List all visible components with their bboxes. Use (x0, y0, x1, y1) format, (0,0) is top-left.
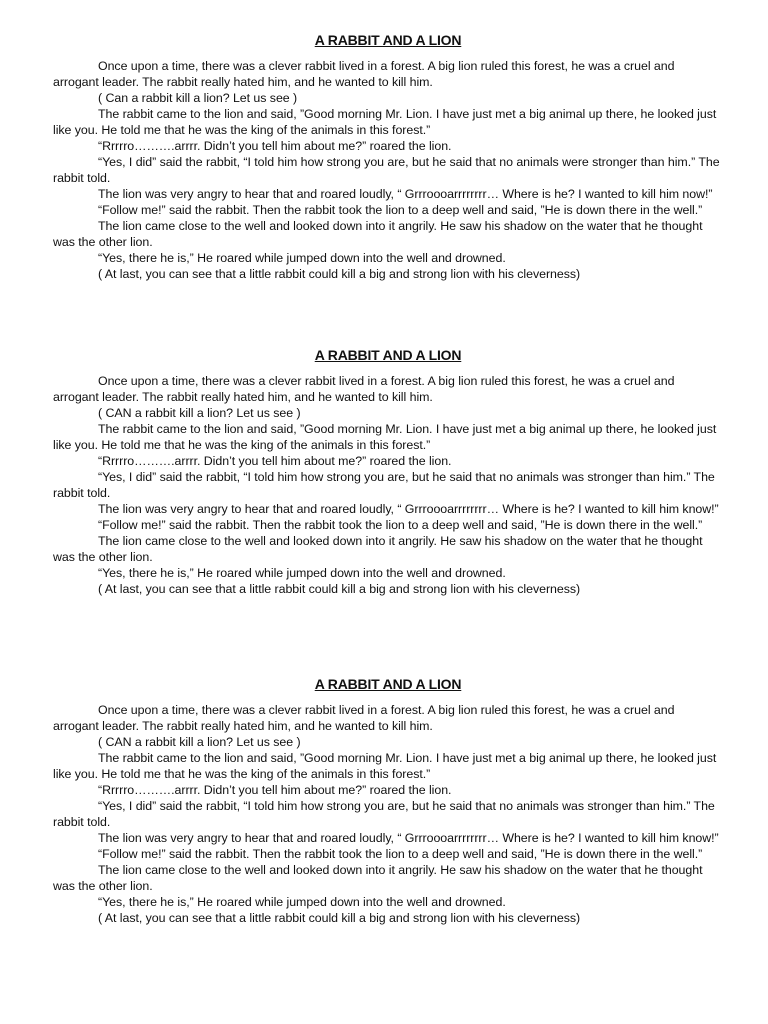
story-paragraph: Once upon a time, there was a clever rabbit lived in a forest. A big lion ruled this forest, he was a cruel and arrogant leader. The rabbit really hated him, and he wanted to kill him. (53, 703, 675, 733)
story-paragraph: The lion was very angry to hear that and roared loudly, “ Grrroooarrrrrrrr… Where is he? I wanted to kill him know!” (98, 502, 719, 516)
story-paragraph: The rabbit came to the lion and said, ”Good morning Mr. Lion. I have just met a big animal up there, he looked just like you. He told me that he was the king of the animals in this forest.” (53, 751, 717, 781)
story-title: A RABBIT AND A LION (314, 676, 462, 692)
story-section-2 (53, 346, 723, 597)
story-paragraph: “Yes, there he is,” He roared while jumped down into the well and drowned. (98, 566, 506, 580)
story-paragraph: ( At last, you can see that a little rabbit could kill a big and strong lion with his cleverness) (98, 911, 581, 925)
story-paragraph: The lion came close to the well and looked down into it angrily. He saw his shadow on the water that he thought was the other lion. (53, 863, 703, 893)
story-paragraph: “Yes, there he is,” He roared while jumped down into the well and drowned. (98, 895, 506, 909)
story-paragraph: “Yes, I did” said the rabbit, “I told him how strong you are, but he said that no animals was stronger than him.” The rabbit told. (53, 470, 715, 500)
story-paragraph: “Follow me!” said the rabbit. Then the rabbit took the lion to a deep well and said, ”He is down there in the well.” (98, 518, 703, 532)
story-paragraph: The rabbit came to the lion and said, ”Good morning Mr. Lion. I have just met a big animal up there, he looked just like you. He told me that he was the king of the animals in this forest.” (53, 107, 717, 137)
story-paragraph: ( At last, you can see that a little rabbit could kill a big and strong lion with his cleverness) (98, 267, 581, 281)
story-paragraph: “Rrrrro……….arrrr. Didn’t you tell him about me?” roared the lion. (98, 783, 452, 797)
story-paragraph: The lion was very angry to hear that and roared loudly, “ Grrroooarrrrrrrr… Where is he? I wanted to kill him know!” (98, 831, 719, 845)
story-paragraph: ( CAN a rabbit kill a lion? Let us see ) (98, 406, 301, 420)
story-paragraph: “Yes, I did” said the rabbit, “I told him how strong you are, but he said that no animals were stronger than him.” The rabbit told. (53, 155, 720, 185)
story-paragraph: “Follow me!” said the rabbit. Then the rabbit took the lion to a deep well and said, ”He is down there in the well.” (98, 203, 703, 217)
story-section-1 (53, 31, 723, 282)
story-paragraph: The lion was very angry to hear that and roared loudly, “ Grrroooarrrrrrrr… Where is he? I wanted to kill him now!” (98, 187, 713, 201)
story-paragraph: The rabbit came to the lion and said, ”Good morning Mr. Lion. I have just met a big animal up there, he looked just like you. He told me that he was the king of the animals in this forest.” (53, 422, 717, 452)
story-paragraph: ( At last, you can see that a little rabbit could kill a big and strong lion with his cleverness) (98, 582, 581, 596)
story-paragraph: “Follow me!” said the rabbit. Then the rabbit took the lion to a deep well and said, ”He is down there in the well.” (98, 847, 703, 861)
story-paragraph: ( CAN a rabbit kill a lion? Let us see ) (98, 735, 301, 749)
story-paragraph: ( Can a rabbit kill a lion? Let us see ) (98, 91, 298, 105)
story-paragraph: Once upon a time, there was a clever rabbit lived in a forest. A big lion ruled this forest, he was a cruel and arrogant leader. The rabbit really hated him, and he wanted to kill him. (53, 59, 675, 89)
story-section-3 (53, 675, 723, 926)
story-title: A RABBIT AND A LION (314, 32, 462, 48)
story-paragraph: “Yes, there he is,” He roared while jumped down into the well and drowned. (98, 251, 506, 265)
story-paragraph: The lion came close to the well and looked down into it angrily. He saw his shadow on the water that he thought was the other lion. (53, 219, 703, 249)
story-paragraph: “Yes, I did” said the rabbit, “I told him how strong you are, but he said that no animals was stronger than him.” The rabbit told. (53, 799, 715, 829)
story-title: A RABBIT AND A LION (314, 347, 462, 363)
story-paragraph: The lion came close to the well and looked down into it angrily. He saw his shadow on the water that he thought was the other lion. (53, 534, 703, 564)
story-paragraph: “Rrrrro……….arrrr. Didn’t you tell him about me?” roared the lion. (98, 454, 452, 468)
story-paragraph: “Rrrrro……….arrrr. Didn’t you tell him about me?” roared the lion. (98, 139, 452, 153)
story-paragraph: Once upon a time, there was a clever rabbit lived in a forest. A big lion ruled this forest, he was a cruel and arrogant leader. The rabbit really hated him, and he wanted to kill him. (53, 374, 675, 404)
